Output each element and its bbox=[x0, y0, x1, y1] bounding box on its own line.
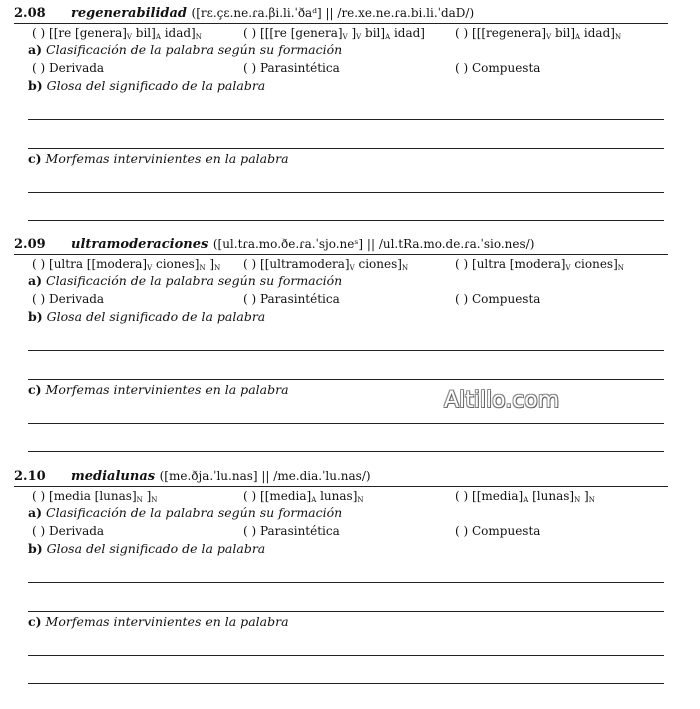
question-b: b) Glosa del significado de la palabra bbox=[28, 309, 266, 324]
option-2[interactable]: ( ) [$[media]_A$ $lunas]_N$ bbox=[243, 489, 364, 504]
question-c: c) Morfemas intervinientes en la palabra bbox=[28, 382, 289, 397]
question-c: c) Morfemas intervinientes en la palabra bbox=[28, 614, 289, 629]
answer-line[interactable] bbox=[28, 451, 664, 452]
checkbox-compuesta[interactable]: ( ) Compuesta bbox=[455, 292, 541, 306]
watermark-logo: Altillo.com bbox=[444, 388, 560, 413]
option-3[interactable]: ( ) [ultra $[modera]_V$ $ciones]_N$ bbox=[455, 257, 624, 272]
checkbox-parasintetica[interactable]: ( ) Parasintética bbox=[243, 292, 340, 306]
question-a: a) Clasificación de la palabra según su formación bbox=[28, 42, 343, 57]
answer-line[interactable] bbox=[28, 220, 664, 221]
answer-line[interactable] bbox=[28, 655, 664, 656]
exercise-header bbox=[14, 237, 668, 255]
checkbox-parasintetica[interactable]: ( ) Parasintética bbox=[243, 524, 340, 538]
option-1[interactable]: ( ) [ultra [$[modera]_V$ $ciones]_N$ ]$_N$ bbox=[32, 257, 221, 272]
question-a: a) Clasificación de la palabra según su formación bbox=[28, 505, 343, 520]
option-3[interactable]: ( ) [$[media]_A$ $[lunas]_N$ ]$_N$ bbox=[455, 489, 595, 504]
exercise-word: ultramoderaciones ([ul.tɾa.mo.ðe.ɾa.ˈsjo.neˢ] || /ul.tRa.mo.de.ɾa.ˈsio.nes/) bbox=[71, 237, 535, 252]
checkbox-compuesta[interactable]: ( ) Compuesta bbox=[455, 61, 541, 75]
option-2[interactable]: ( ) [[[re $[genera]_V$ ]$_V$ $bil]_A$ idad] bbox=[243, 26, 425, 41]
exercise-word: medialunas ([me.ðja.ˈlu.nas] || /me.dia.ˈlu.nas/) bbox=[71, 469, 371, 484]
question-b: b) Glosa del significado de la palabra bbox=[28, 78, 266, 93]
option-1[interactable]: ( ) [[re $[genera]_V$ $bil]_A$ $idad]_N$ bbox=[32, 26, 202, 41]
question-c: c) Morfemas intervinientes en la palabra bbox=[28, 151, 289, 166]
option-1[interactable]: ( ) [media $[lunas]_N$ ]$_N$ bbox=[32, 489, 158, 504]
exercise-header bbox=[14, 6, 668, 24]
exercise-word: regenerabilidad ([rɛ.çɛ.ne.ɾa.βi.li.ˈðaᵈ] || /re.xe.ne.ɾa.bi.li.ˈdaD/) bbox=[71, 6, 475, 21]
answer-line[interactable] bbox=[28, 611, 664, 612]
answer-line[interactable] bbox=[28, 192, 664, 193]
answer-line[interactable] bbox=[28, 423, 664, 424]
phonetic-transcription: ([rɛ.çɛ.ne.ɾa.βi.li.ˈðaᵈ] || /re.xe.ne.ɾa.bi.li.ˈdaD/) bbox=[191, 6, 475, 20]
exercise-number: 2.09 bbox=[14, 237, 46, 252]
phonetic-transcription: ([ul.tɾa.mo.ðe.ɾa.ˈsjo.neˢ] || /ul.tRa.mo.de.ɾa.ˈsio.nes/) bbox=[212, 237, 535, 251]
option-3[interactable]: ( ) [[$[regenera]_V$ $bil]_A$ $idad]_N$ bbox=[455, 26, 622, 41]
exercise-number: 2.10 bbox=[14, 469, 46, 484]
exercise-header bbox=[14, 469, 668, 487]
checkbox-derivada[interactable]: ( ) Derivada bbox=[32, 524, 105, 538]
answer-line[interactable] bbox=[28, 683, 664, 684]
answer-line[interactable] bbox=[28, 582, 664, 583]
exercise-number: 2.08 bbox=[14, 6, 46, 21]
option-2[interactable]: ( ) [$[ultramodera]_V$ $ciones]_N$ bbox=[243, 257, 409, 272]
checkbox-parasintetica[interactable]: ( ) Parasintética bbox=[243, 61, 340, 75]
checkbox-derivada[interactable]: ( ) Derivada bbox=[32, 61, 105, 75]
checkbox-compuesta[interactable]: ( ) Compuesta bbox=[455, 524, 541, 538]
answer-line[interactable] bbox=[28, 148, 664, 149]
answer-line[interactable] bbox=[28, 379, 664, 380]
checkbox-derivada[interactable]: ( ) Derivada bbox=[32, 292, 105, 306]
phonetic-transcription: ([me.ðja.ˈlu.nas] || /me.dia.ˈlu.nas/) bbox=[159, 469, 371, 483]
question-a: a) Clasificación de la palabra según su formación bbox=[28, 273, 343, 288]
answer-line[interactable] bbox=[28, 350, 664, 351]
question-b: b) Glosa del significado de la palabra bbox=[28, 541, 266, 556]
answer-line[interactable] bbox=[28, 119, 664, 120]
